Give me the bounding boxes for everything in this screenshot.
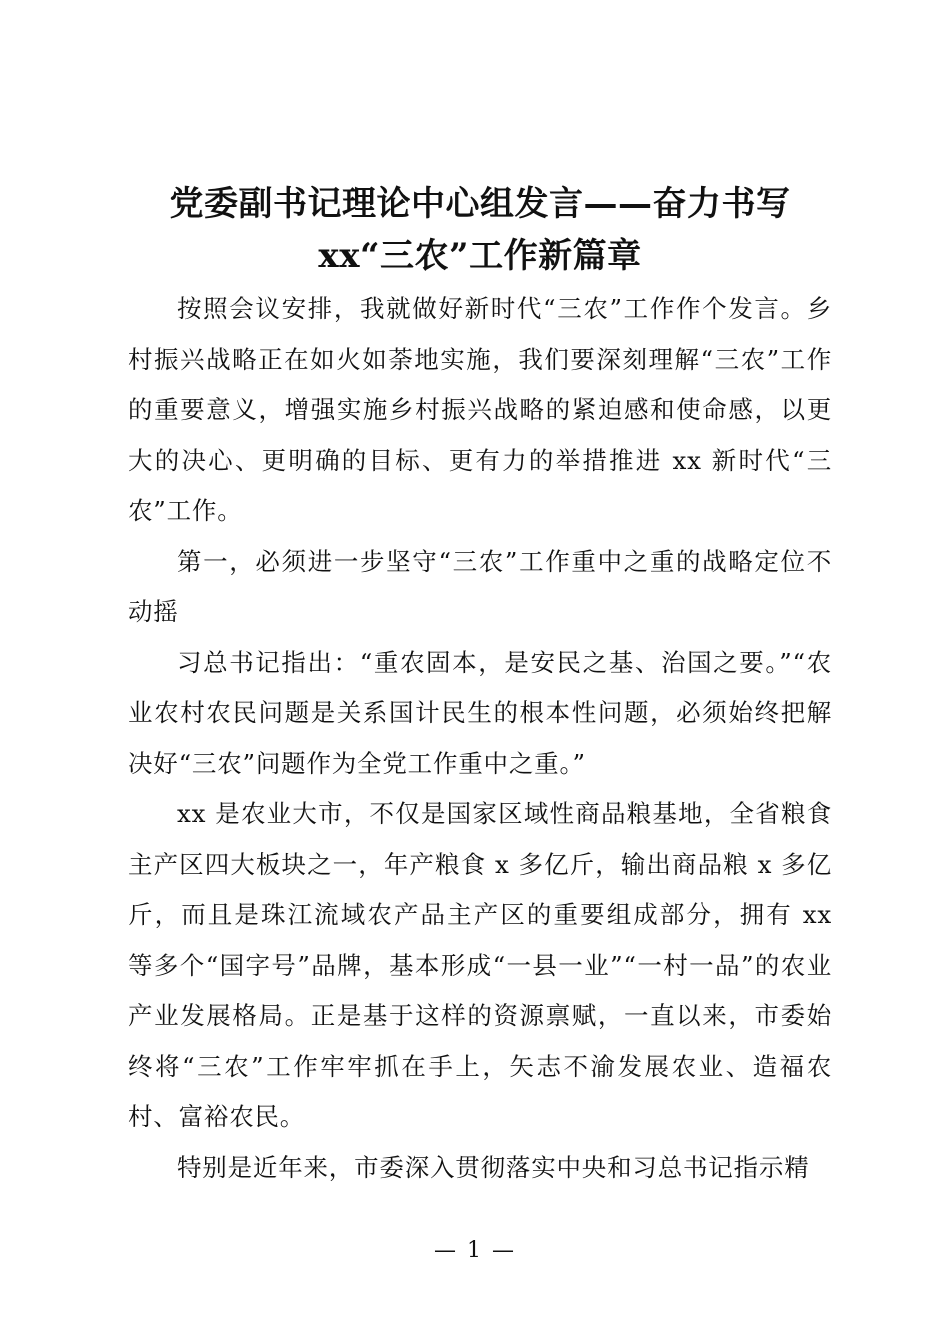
page-number: — 1 —	[434, 1238, 516, 1263]
title-line-2: xx“三农”工作新篇章	[318, 236, 642, 276]
paragraph-recent-years: 特别是近年来，市委深入贯彻落实中央和习总书记指示精	[177, 1152, 810, 1182]
paragraph-agriculture: xx 是农业大市，不仅是国家区域性商品粮基地，全省粮食主产区四大板块之一，年产粮食 x 多亿斤，输出商品粮 x 多亿斤，而且是珠江流域农产品主产区的重要组成部分，拥有 xx 等多个“国字号”品牌，基本形成“一县一业”“一村一品”的农业产业发展格局。正是基于这样的资源禀赋，一直以来，市委始终将“三农”工作牢牢抓在手上，矢志不渝发展农业、造福农村、富裕农民。	[128, 799, 832, 1131]
title-line-1: 党委副书记理论中心组发言——奋力书写	[169, 184, 791, 224]
document-body	[128, 284, 832, 1193]
document-title	[100, 178, 860, 282]
paragraph-intro: 按照会议安排，我就做好新时代“三农”工作作个发言。乡村振兴战略正在如火如荼地实施，我们要深刻理解“三农”工作的重要意义，增强实施乡村振兴战略的紧迫感和使命感，以更大的决心、更明确的目标、更有力的举措推进 xx 新时代“三农”工作。	[128, 294, 832, 525]
paragraph-quote: 习总书记指出：“重农固本，是安民之基、治国之要。”“农业农村农民问题是关系国计民生的根本性问题，必须始终把解决好“三农”问题作为全党工作重中之重。”	[128, 647, 832, 778]
paragraph-heading-first: 第一，必须进一步坚守“三农”工作重中之重的战略定位不动摇	[128, 546, 832, 626]
